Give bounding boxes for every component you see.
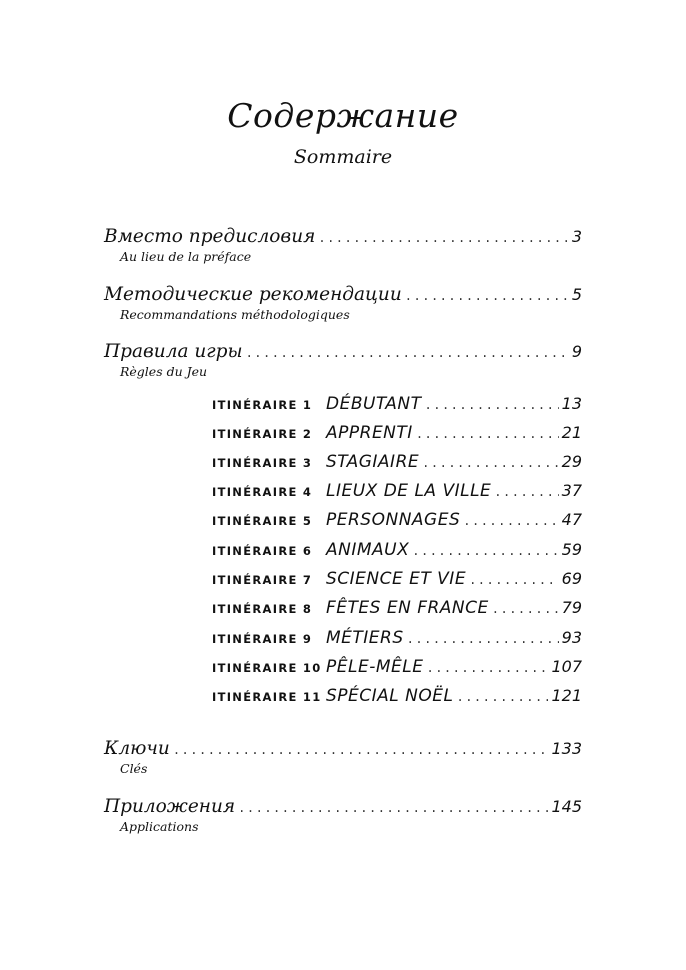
page-number: 3 xyxy=(571,227,582,246)
entry-label: Методические рекомендации xyxy=(104,284,402,305)
page-number: 47 xyxy=(561,510,582,529)
toc-entry-preface[interactable] xyxy=(104,226,582,264)
page-number: 145 xyxy=(551,797,582,816)
toc-itinerary-7[interactable] xyxy=(212,569,582,595)
toc-itinerary-5[interactable] xyxy=(212,510,582,536)
itinerary-name: FÊTES EN FRANCE xyxy=(326,598,489,618)
itinerary-name: PÊLE-MÊLE xyxy=(326,657,424,677)
itinerary-number: ITINÉRAIRE 7 xyxy=(212,573,313,587)
toc-itinerary-6[interactable] xyxy=(212,540,582,566)
toc-itinerary-11[interactable] xyxy=(212,686,582,712)
toc-itinerary-8[interactable] xyxy=(212,598,582,624)
dot-leader xyxy=(492,602,559,616)
page-number: 107 xyxy=(551,657,582,676)
toc-itinerary-4[interactable] xyxy=(212,481,582,507)
itinerary-number: ITINÉRAIRE 9 xyxy=(212,632,313,646)
dot-leader xyxy=(407,632,559,646)
page-number: 37 xyxy=(561,481,582,500)
itinerary-name: SCIENCE ET VIE xyxy=(326,569,467,589)
entry-sublabel: Recommandations méthodologiques xyxy=(120,307,350,322)
toc-itinerary-3[interactable] xyxy=(212,452,582,478)
page-number: 79 xyxy=(561,598,582,617)
dot-leader xyxy=(425,398,559,412)
itinerary-name: DÉBUTANT xyxy=(326,394,422,414)
page-number: 5 xyxy=(571,285,582,304)
itinerary-name: PERSONNAGES xyxy=(326,510,461,530)
entry-label: Приложения xyxy=(104,796,236,817)
toc-itinerary-10[interactable] xyxy=(212,657,582,683)
itinerary-number: ITINÉRAIRE 3 xyxy=(212,456,313,470)
dot-leader xyxy=(238,801,548,815)
toc-entry-rules[interactable] xyxy=(104,341,582,379)
entry-sublabel: Au lieu de la préface xyxy=(120,249,252,264)
page-number: 133 xyxy=(551,739,582,758)
itinerary-number: ITINÉRAIRE 8 xyxy=(212,602,313,616)
itinerary-name: SPÉCIAL NOËL xyxy=(326,686,454,706)
dot-leader xyxy=(318,231,568,245)
dot-leader xyxy=(405,289,569,303)
dot-leader xyxy=(246,346,569,360)
entry-label: Ключи xyxy=(104,738,170,759)
dot-leader xyxy=(469,573,559,587)
toc-itinerary-2[interactable] xyxy=(212,423,582,449)
page-number: 69 xyxy=(561,569,582,588)
entry-label: Правила игры xyxy=(104,341,243,362)
toc-itinerary-1[interactable] xyxy=(212,394,582,420)
itinerary-name: MÉTIERS xyxy=(326,628,404,648)
toc-itinerary-9[interactable] xyxy=(212,628,582,654)
toc-entry-appendices[interactable] xyxy=(104,796,582,834)
itinerary-number: ITINÉRAIRE 4 xyxy=(212,485,313,499)
dot-leader xyxy=(422,456,559,470)
itinerary-name: STAGIAIRE xyxy=(326,452,420,472)
dot-leader xyxy=(426,661,548,675)
toc-subtitle: Sommaire xyxy=(293,146,393,168)
itinerary-name: ANIMAUX xyxy=(326,540,410,560)
page-number: 121 xyxy=(551,686,582,705)
page-number: 9 xyxy=(571,342,582,361)
entry-sublabel: Clés xyxy=(120,761,148,776)
toc-entry-keys[interactable] xyxy=(104,738,582,776)
itinerary-number: ITINÉRAIRE 2 xyxy=(212,427,313,441)
itinerary-number: ITINÉRAIRE 5 xyxy=(212,514,313,528)
itinerary-number: ITINÉRAIRE 10 xyxy=(212,661,322,675)
page-number: 29 xyxy=(561,452,582,471)
toc-title: Содержание xyxy=(227,96,459,135)
entry-sublabel: Applications xyxy=(120,819,199,834)
dot-leader xyxy=(173,743,549,757)
entry-sublabel: Règles du Jeu xyxy=(120,364,208,379)
dot-leader xyxy=(412,544,558,558)
itinerary-name: APPRENTI xyxy=(326,423,413,443)
page-number: 21 xyxy=(561,423,582,442)
page-number: 13 xyxy=(561,394,582,413)
dot-leader xyxy=(416,427,559,441)
page-number: 93 xyxy=(561,628,582,647)
page-number: 59 xyxy=(561,540,582,559)
dot-leader xyxy=(456,690,548,704)
toc-entry-recommendations[interactable] xyxy=(104,284,582,322)
entry-label: Вместо предисловия xyxy=(104,226,316,247)
itinerary-number: ITINÉRAIRE 1 xyxy=(212,398,313,412)
dot-leader xyxy=(463,514,558,528)
dot-leader xyxy=(494,485,558,499)
itinerary-number: ITINÉRAIRE 6 xyxy=(212,544,313,558)
itinerary-number: ITINÉRAIRE 11 xyxy=(212,690,322,704)
itinerary-name: LIEUX DE LA VILLE xyxy=(326,481,492,501)
